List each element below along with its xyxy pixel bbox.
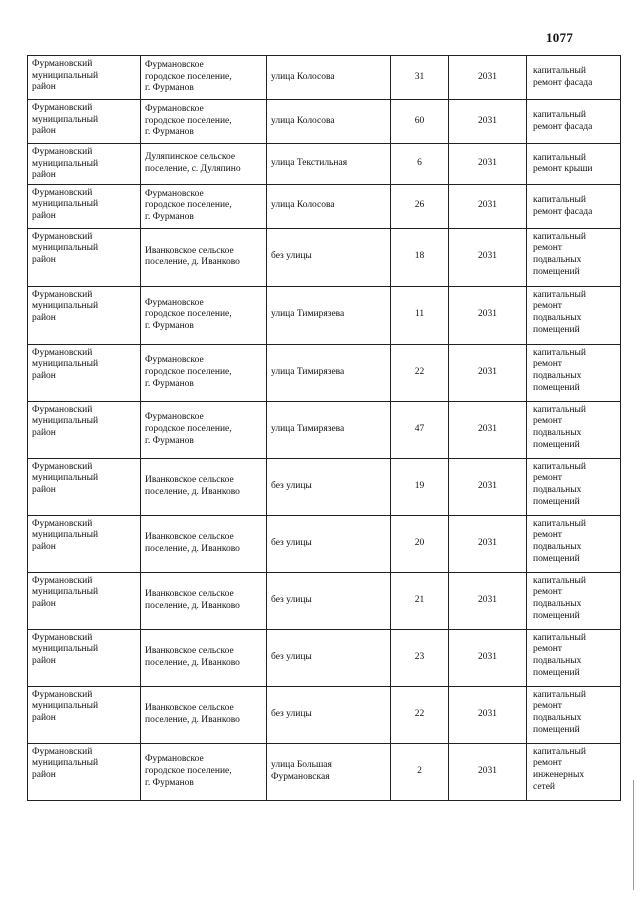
settlement-text: Иванковское сельское поселение, д. Иванково xyxy=(145,475,240,497)
cell-year xyxy=(449,184,527,228)
work-text: капитальный ремонт инженерных сетей xyxy=(533,746,586,792)
year-text: 2031 xyxy=(478,115,497,126)
cell-street xyxy=(267,686,391,743)
cell-work xyxy=(527,686,621,743)
settlement-text: Фурмановское городское поселение, г. Фурманов xyxy=(145,297,232,332)
house-text: 31 xyxy=(414,71,425,82)
street-text: улица Большая Фурмановская xyxy=(271,760,332,782)
house-text: 23 xyxy=(414,651,425,662)
year-text: 2031 xyxy=(478,651,497,662)
table-row xyxy=(28,629,621,686)
cell-settlement xyxy=(141,629,267,686)
year-text: 2031 xyxy=(478,71,497,82)
house-text: 11 xyxy=(414,309,425,320)
cell-street xyxy=(267,56,391,100)
registry-table xyxy=(27,55,621,801)
work-text: капитальный ремонт подвальных помещений xyxy=(533,689,586,735)
cell-district xyxy=(28,228,141,286)
cell-settlement xyxy=(141,144,267,185)
cell-district xyxy=(28,56,141,100)
table-row xyxy=(28,184,621,228)
cell-work xyxy=(527,228,621,286)
district-text: Фурмановский муниципальный район xyxy=(32,575,99,609)
cell-street xyxy=(267,100,391,144)
district-text: Фурмановский муниципальный район xyxy=(32,289,99,323)
house-text: 6 xyxy=(417,158,422,169)
settlement-text: Фурмановское городское поселение, г. Фурманов xyxy=(145,355,232,389)
cell-year xyxy=(449,228,527,286)
cell-work xyxy=(527,743,621,800)
cell-house xyxy=(391,458,449,515)
cell-house xyxy=(391,144,449,185)
work-text: капитальный ремонт подвальных помещений xyxy=(533,632,586,678)
table-row xyxy=(28,144,621,185)
house-text: 21 xyxy=(414,594,425,605)
scan-edge-mark xyxy=(633,780,634,890)
district-text: Фурмановский муниципальный район xyxy=(32,59,99,93)
table-row xyxy=(28,401,621,458)
cell-work xyxy=(527,572,621,629)
cell-street xyxy=(267,629,391,686)
cell-settlement xyxy=(141,184,267,228)
work-text: капитальный ремонт фасада xyxy=(533,195,593,217)
settlement-text: Фурмановское городское поселение, г. Фурманов xyxy=(145,412,232,446)
street-text: улица Тимирязева xyxy=(271,366,345,377)
cell-district xyxy=(28,286,141,344)
cell-year xyxy=(449,100,527,144)
cell-district xyxy=(28,686,141,743)
cell-settlement xyxy=(141,286,267,344)
cell-district xyxy=(28,458,141,515)
cell-year xyxy=(449,56,527,100)
district-text: Фурмановский муниципальный район xyxy=(32,187,99,221)
year-text: 2031 xyxy=(478,423,497,434)
house-text: 60 xyxy=(414,115,425,126)
street-text: улица Текстильная xyxy=(271,158,348,169)
cell-settlement xyxy=(141,100,267,144)
district-text: Фурмановский муниципальный район xyxy=(32,689,99,723)
cell-settlement xyxy=(141,344,267,401)
street-text: без улицы xyxy=(271,537,312,548)
cell-work xyxy=(527,144,621,185)
cell-district xyxy=(28,100,141,144)
year-text: 2031 xyxy=(478,158,497,169)
year-text: 2031 xyxy=(478,765,497,776)
settlement-text: Иванковское сельское поселение, д. Иванково xyxy=(145,589,240,611)
cell-district xyxy=(28,743,141,800)
cell-work xyxy=(527,56,621,100)
settlement-text: Иванковское сельское поселение, д. Иванково xyxy=(145,245,240,268)
house-text: 22 xyxy=(414,366,425,377)
cell-year xyxy=(449,401,527,458)
cell-district xyxy=(28,344,141,401)
cell-house xyxy=(391,228,449,286)
cell-work xyxy=(527,344,621,401)
year-text: 2031 xyxy=(478,309,497,320)
table-row xyxy=(28,100,621,144)
settlement-text: Иванковское сельское поселение, д. Иванково xyxy=(145,532,240,554)
cell-work xyxy=(527,629,621,686)
cell-work xyxy=(527,515,621,572)
cell-street xyxy=(267,184,391,228)
work-text: капитальный ремонт фасада xyxy=(533,66,593,88)
cell-street xyxy=(267,743,391,800)
house-text: 19 xyxy=(414,480,425,491)
cell-street xyxy=(267,286,391,344)
cell-year xyxy=(449,743,527,800)
cell-year xyxy=(449,458,527,515)
work-text: капитальный ремонт подвальных помещений xyxy=(533,461,586,507)
table-row xyxy=(28,56,621,100)
cell-street xyxy=(267,458,391,515)
street-text: улица Колосова xyxy=(271,115,335,126)
work-text: капитальный ремонт подвальных помещений xyxy=(533,404,586,450)
cell-work xyxy=(527,100,621,144)
cell-settlement xyxy=(141,228,267,286)
cell-district xyxy=(28,515,141,572)
year-text: 2031 xyxy=(478,537,497,548)
cell-district xyxy=(28,629,141,686)
district-text: Фурмановский муниципальный район xyxy=(32,518,99,552)
year-text: 2031 xyxy=(478,594,497,605)
settlement-text: Фурмановское городское поселение, г. Фурманов xyxy=(145,188,232,223)
cell-house xyxy=(391,184,449,228)
street-text: без улицы xyxy=(271,480,312,491)
house-text: 26 xyxy=(414,200,425,211)
street-text: без улицы xyxy=(271,251,312,262)
settlement-text: Иванковское сельское поселение, д. Иванково xyxy=(145,646,240,668)
work-text: капитальный ремонт фасада xyxy=(533,110,593,132)
house-text: 47 xyxy=(414,423,425,434)
cell-year xyxy=(449,286,527,344)
cell-house xyxy=(391,286,449,344)
cell-district xyxy=(28,572,141,629)
cell-work xyxy=(527,458,621,515)
page-number: 1077 xyxy=(546,30,574,45)
cell-street xyxy=(267,515,391,572)
year-text: 2031 xyxy=(478,366,497,377)
work-text: капитальный ремонт подвальных помещений xyxy=(533,289,586,335)
table-row xyxy=(28,228,621,286)
district-text: Фурмановский муниципальный район xyxy=(32,147,99,181)
district-text: Фурмановский муниципальный район xyxy=(32,632,99,666)
cell-house xyxy=(391,686,449,743)
cell-house xyxy=(391,572,449,629)
cell-year xyxy=(449,686,527,743)
cell-settlement xyxy=(141,686,267,743)
cell-house xyxy=(391,515,449,572)
cell-settlement xyxy=(141,572,267,629)
cell-district xyxy=(28,184,141,228)
street-text: улица Тимирязева xyxy=(271,423,345,434)
street-text: улица Тимирязева xyxy=(271,309,345,320)
cell-district xyxy=(28,144,141,185)
district-text: Фурмановский муниципальный район xyxy=(32,103,99,137)
district-text: Фурмановский муниципальный район xyxy=(32,404,99,438)
year-text: 2031 xyxy=(478,708,497,719)
cell-street xyxy=(267,344,391,401)
cell-year xyxy=(449,515,527,572)
cell-settlement xyxy=(141,458,267,515)
year-text: 2031 xyxy=(478,251,497,262)
table-row xyxy=(28,743,621,800)
district-text: Фурмановский муниципальный район xyxy=(32,746,99,780)
cell-house xyxy=(391,401,449,458)
district-text: Фурмановский муниципальный район xyxy=(32,231,99,265)
registry-body xyxy=(28,56,621,801)
cell-work xyxy=(527,286,621,344)
cell-year xyxy=(449,572,527,629)
cell-district xyxy=(28,401,141,458)
street-text: улица Колосова xyxy=(271,200,335,211)
year-text: 2031 xyxy=(478,200,497,211)
settlement-text: Дуляпинское сельское поселение, с. Дуляпино xyxy=(145,152,241,174)
cell-settlement xyxy=(141,56,267,100)
cell-year xyxy=(449,629,527,686)
street-text: без улицы xyxy=(271,651,312,662)
cell-street xyxy=(267,401,391,458)
house-text: 20 xyxy=(414,537,425,548)
house-text: 2 xyxy=(417,765,422,776)
settlement-text: Фурмановское городское поселение, г. Фурманов xyxy=(145,60,232,94)
house-text: 22 xyxy=(414,708,425,719)
table-row xyxy=(28,458,621,515)
work-text: капитальный ремонт подвальных помещений xyxy=(533,347,586,393)
cell-house xyxy=(391,743,449,800)
work-text: капитальный ремонт подвальных помещений xyxy=(533,575,586,621)
cell-house xyxy=(391,344,449,401)
cell-settlement xyxy=(141,743,267,800)
table-row xyxy=(28,344,621,401)
table-row xyxy=(28,572,621,629)
settlement-text: Фурмановское городское поселение, г. Фурманов xyxy=(145,104,232,138)
cell-house xyxy=(391,56,449,100)
cell-year xyxy=(449,344,527,401)
district-text: Фурмановский муниципальный район xyxy=(32,347,99,381)
district-text: Фурмановский муниципальный район xyxy=(32,461,99,495)
cell-year xyxy=(449,144,527,185)
cell-street xyxy=(267,144,391,185)
street-text: улица Колосова xyxy=(271,71,335,82)
settlement-text: Иванковское сельское поселение, д. Иванково xyxy=(145,703,240,725)
cell-street xyxy=(267,228,391,286)
house-text: 18 xyxy=(414,251,425,262)
table-row xyxy=(28,515,621,572)
work-text: капитальный ремонт подвальных помещений xyxy=(533,518,586,564)
street-text: без улицы xyxy=(271,708,312,719)
year-text: 2031 xyxy=(478,480,497,491)
cell-work xyxy=(527,401,621,458)
settlement-text: Фурмановское городское поселение, г. Фурманов xyxy=(145,754,232,788)
table-row xyxy=(28,286,621,344)
cell-settlement xyxy=(141,401,267,458)
street-text: без улицы xyxy=(271,594,312,605)
cell-house xyxy=(391,100,449,144)
cell-house xyxy=(391,629,449,686)
table-row xyxy=(28,686,621,743)
cell-work xyxy=(527,184,621,228)
cell-settlement xyxy=(141,515,267,572)
work-text: капитальный ремонт крыши xyxy=(533,152,593,175)
cell-street xyxy=(267,572,391,629)
work-text: капитальный ремонт подвальных помещений xyxy=(533,231,586,277)
